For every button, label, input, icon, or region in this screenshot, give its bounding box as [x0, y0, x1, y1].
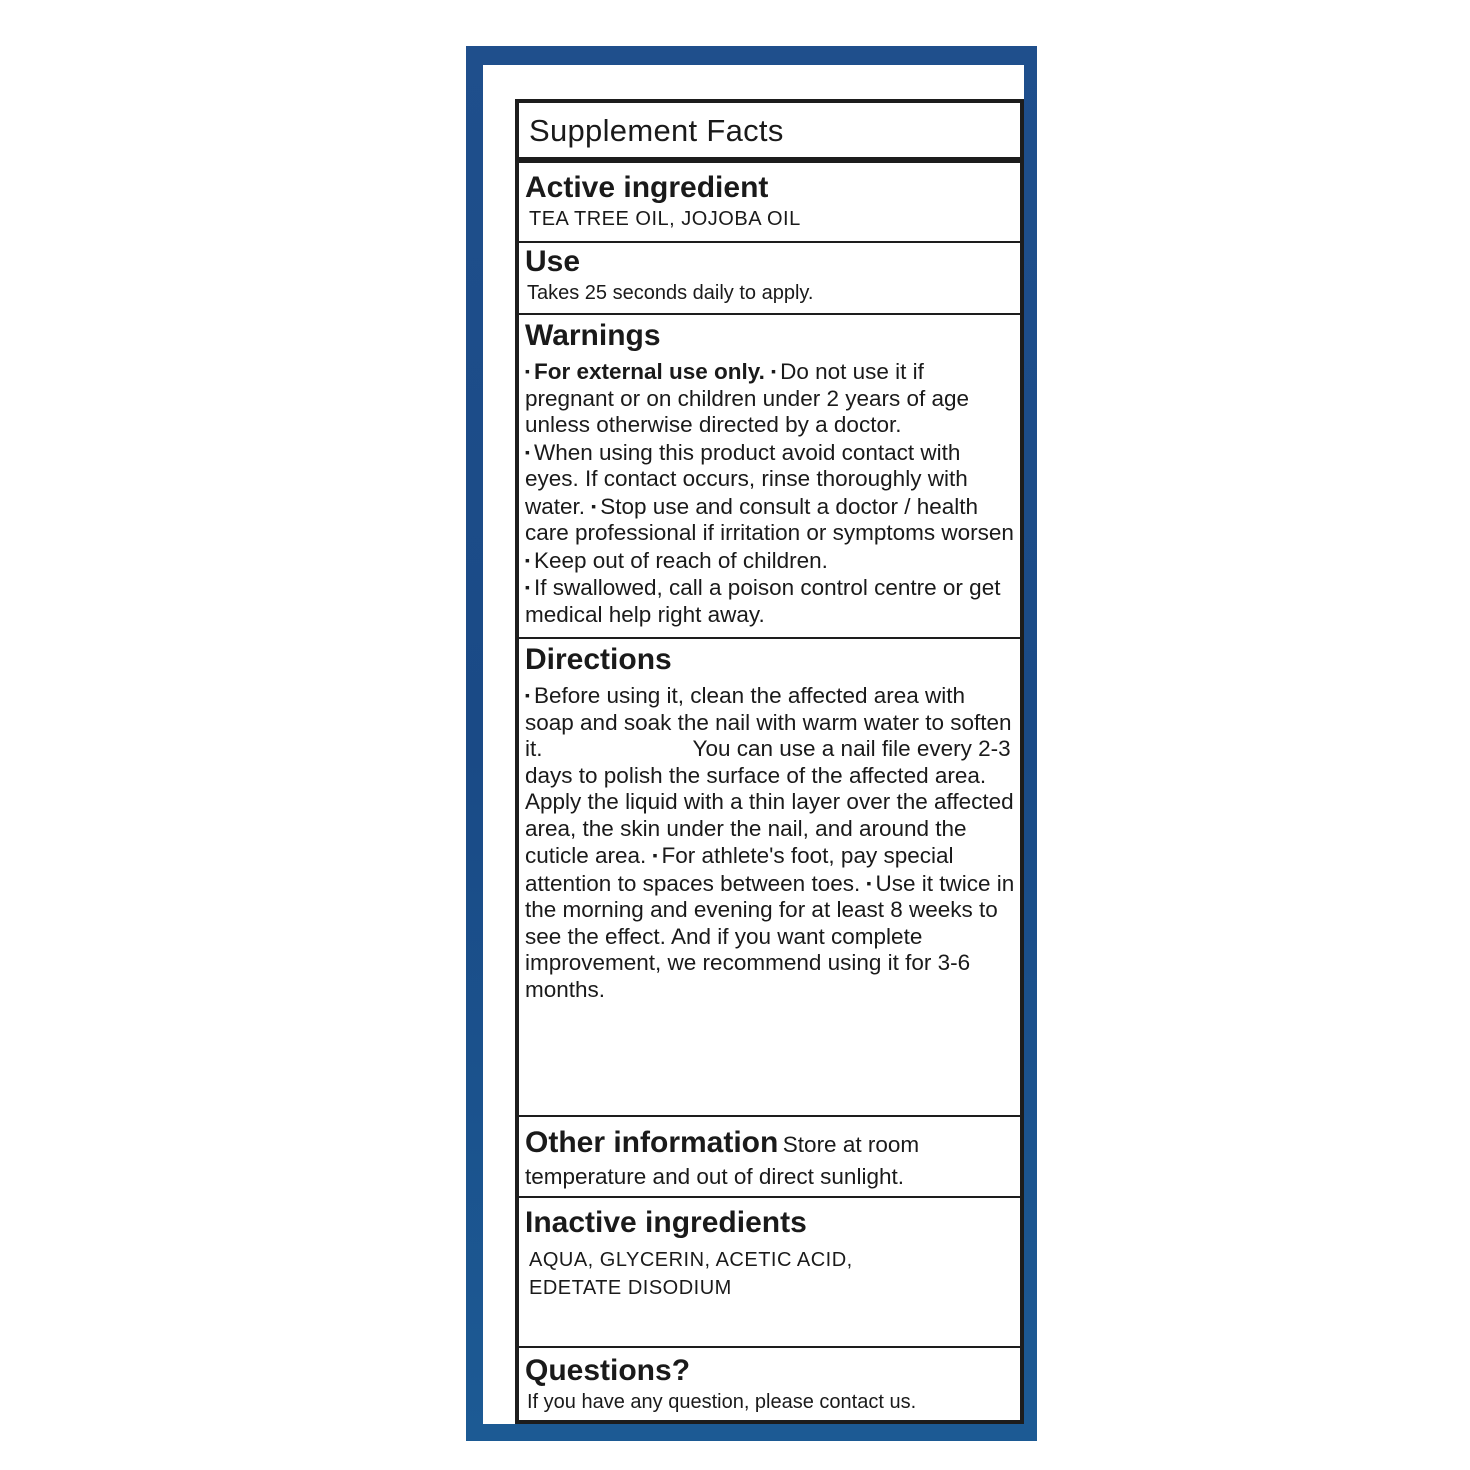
inactive-ingredients-line-1: AQUA, GLYCERIN, ACETIC ACID, — [529, 1249, 853, 1271]
warning-children: Keep out of reach of children. — [533, 547, 828, 573]
bullet-icon: ▪ — [525, 551, 530, 568]
use-section — [519, 241, 1020, 313]
other-information-row — [525, 1126, 1020, 1194]
facts-title-section — [519, 103, 1020, 161]
warning-stop-use: Stop use and consult a doctor / health care professional if irritation or symptoms worsen — [525, 493, 1014, 545]
bullet-icon: ▪ — [866, 874, 872, 891]
direction-nail-file: You can use a nail file every 2-3 days to polish the surface of the affected area. Apply the liquid with a thin layer over the affected area, the skin under the nail, and around the cuticle area. — [525, 736, 1014, 868]
warning-external-use: For external use only. — [533, 359, 765, 384]
warnings-section — [519, 313, 1020, 637]
questions-section — [519, 1346, 1020, 1420]
inactive-ingredients-section — [519, 1196, 1020, 1346]
other-information-heading: Other information — [525, 1126, 779, 1159]
other-information-section — [519, 1115, 1020, 1196]
warnings-text — [525, 358, 1020, 628]
bullet-icon: ▪ — [525, 687, 530, 703]
questions-text: If you have any question, please contact us. — [527, 1391, 917, 1413]
warning-eye-contact: When using this product avoid contact with eyes. If contact occurs, rinse thoroughly with water. — [525, 439, 968, 519]
bullet-icon: ▪ — [591, 497, 597, 514]
bullet-icon: ▪ — [525, 363, 530, 379]
inactive-ingredients-heading: Inactive ingredients — [525, 1206, 807, 1239]
warning-pregnancy: Do not use it if pregnant or on children under 2 years of age unless otherwise directed by a doctor. — [525, 359, 970, 437]
bullet-icon: ▪ — [652, 847, 658, 863]
questions-heading: Questions? — [525, 1354, 691, 1387]
supplement-facts-box — [515, 99, 1024, 1424]
bullet-icon: ▪ — [525, 443, 530, 460]
label-panel — [483, 65, 1024, 1424]
directions-text — [525, 682, 1020, 1003]
other-information-text: Store at room temperature and out of direct sunlight. — [525, 1132, 920, 1189]
facts-title: Supplement Facts — [529, 113, 784, 148]
direction-frequency: Use it twice in the morning and evening for at least 8 weeks to see the effect. And if you want complete improvement, we recommend using it for 3-6 months. — [525, 870, 1015, 1002]
direction-athletes-foot: For athlete's foot, pay special attention to spaces between toes. — [525, 843, 954, 896]
label-frame — [466, 46, 1037, 1441]
bullet-icon: ▪ — [771, 363, 777, 379]
directions-heading: Directions — [525, 643, 672, 676]
warning-swallowed: If swallowed, call a poison control centre or get medical help right away. — [525, 575, 1001, 627]
bullet-icon: ▪ — [525, 579, 530, 595]
inactive-ingredients-line-2: EDETATE DISODIUM — [529, 1277, 732, 1299]
active-ingredient-section — [519, 161, 1020, 241]
use-heading: Use — [525, 245, 581, 278]
directions-section — [519, 637, 1020, 1115]
warnings-heading: Warnings — [525, 319, 661, 352]
direction-clean: Before using it, clean the affected area with soap and soak the nail with warm water to soften it. — [525, 683, 1012, 761]
active-ingredient-list: TEA TREE OIL, JOJOBA OIL — [529, 208, 801, 230]
active-ingredient-heading: Active ingredient — [525, 171, 769, 204]
use-text: Takes 25 seconds daily to apply. — [527, 282, 814, 304]
